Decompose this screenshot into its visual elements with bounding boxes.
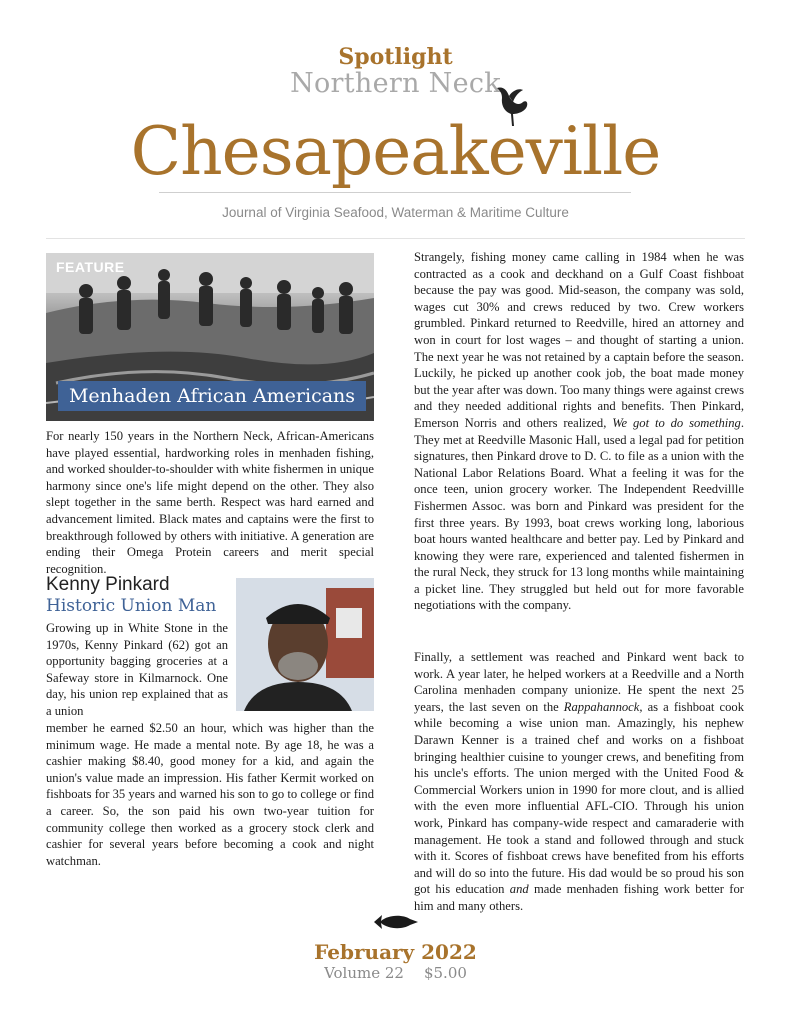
masthead-region: Northern Neck [290, 68, 501, 99]
article-text: Strangely, fishing money came calling in 1984 when he was contracted as a cook and deckhand on a Gulf Coast fishboat because the pay was good. Mid-season, the company was sold, wages cut 30% and crews reduced by two. Crew workers grumbled. Pinkard returned to Reedville, hired an attorney and won in court for lost wages – and thought of starting a union. The next year he was not retained by a captain before the season. Luckily, he picked up another cook job, the boat made money but the year after was down. Too many things were against crews and they needed additional rights and benefits. Then Pinkard, Emerson Norris and others realized, [414, 250, 744, 430]
issue-date: February 2022 [314, 940, 477, 964]
issue-info [0, 964, 791, 982]
profile-name: Kenny Pinkard [46, 574, 170, 595]
issue-volume: Volume 22 [324, 964, 404, 982]
article-text: made menhaden fishing work better for him and many others. [414, 882, 744, 913]
article-text: . They met at Reedville Masonic Hall, used a legal pad for petition signatures, then Pinkard drove to D. C. to file as a union with the National Labor Relations Board. What a feeling it was for the once teen, union grocery worker. The Independent Reedvillle Fishermen Assoc. was born and Pinkard was president for the first three years. By 1993, boat crews working long, laborious boat hours wanted healthcare and better pay. Led by Pinkard and knowing they were rare, experienced and talented fishermen in the rural Neck, they struck for 13 long months while maintaining a picket line. They struggled but held out for more favorable negotiations with the company. [414, 415, 744, 613]
article-emphasis: and [509, 882, 529, 897]
issue-price: $5.00 [423, 964, 467, 982]
article-emphasis: We got to do something [612, 415, 741, 430]
profile-subtitle: Historic Union Man [46, 596, 217, 616]
feature-banner-text: Menhaden African Americans [68, 385, 356, 407]
feature-tag: FEATURE [56, 259, 125, 275]
profile-text-wide: member he earned $2.50 an hour, which was higher than the minimum wage. He made a mental note. By age 18, he was a cashier making $8.40, good money for a kid, and again the union's value made an impression. His father Kermit worked on fishboats for 35 years and warned his son to go to college or find a career. So, the son paid his own two-year tuition for community college then worked as a grocery stock clerk and cashier for several years before becoming a cook and night watchman. [46, 721, 374, 868]
article-paragraph-1 [414, 249, 744, 614]
feature-banner [58, 381, 366, 411]
masthead-subtitle: Journal of Virginia Seafood, Waterman & Maritime Culture [222, 205, 569, 220]
fish-icon [372, 912, 420, 932]
masthead-title: Chesapeakeville [130, 113, 661, 190]
masthead-divider [159, 192, 631, 193]
article-emphasis: Rappahannock, [563, 699, 643, 714]
article-text: as a fishboat cook while becoming a wise union man. Amazingly, his nephew Darawn Kenner is a trained chef and works on a fishboat bringing healthier cuisine to younger crews, and benefiting from his uncle's efforts. The union merged with the United Food & Commercial Workers union in 1990 for more clout, and is allied with the even more influential AFL-CIO. Through his union work, Pinkard has company-wide respect and camaraderie with management. He took a stand and followed through and stuck with it. Scores of fishboat crews have benefited from his efforts and will do so into the future. His dad would be so proud his son got his education [414, 699, 744, 897]
feature-intro: For nearly 150 years in the Northern Neck, African-Americans have played essential, hardworking roles in menhaden fishing, and worked shoulder-to-shoulder with white fishermen in unique harmony since one's life might depend on the other. They also slept together in the same berth. Respect was hard earned and advancement limited. Black mates and captains were the first to breakthrough followed by others with initiative. A generation are ending their Omega Protein careers and merit special recognition. [46, 429, 374, 576]
profile-text-narrow: Growing up in White Stone in the 1970s, Kenny Pinkard (62) got an opportunity bagging groceries at a Safeway store in Kilmarnock. One day, his union rep explained that as a union [46, 621, 228, 718]
article-paragraph-2 [414, 649, 744, 915]
profile-photo [236, 578, 374, 711]
header-divider [46, 238, 745, 239]
article-text: Finally, a settlement was reached and Pinkard went back to work. A year later, he helped workers at a Reedville and a North Carolina menhaden company unionize. He spent the next 25 years, the last seven on the [414, 650, 744, 714]
masthead-spotlight: Spotlight [338, 44, 453, 70]
